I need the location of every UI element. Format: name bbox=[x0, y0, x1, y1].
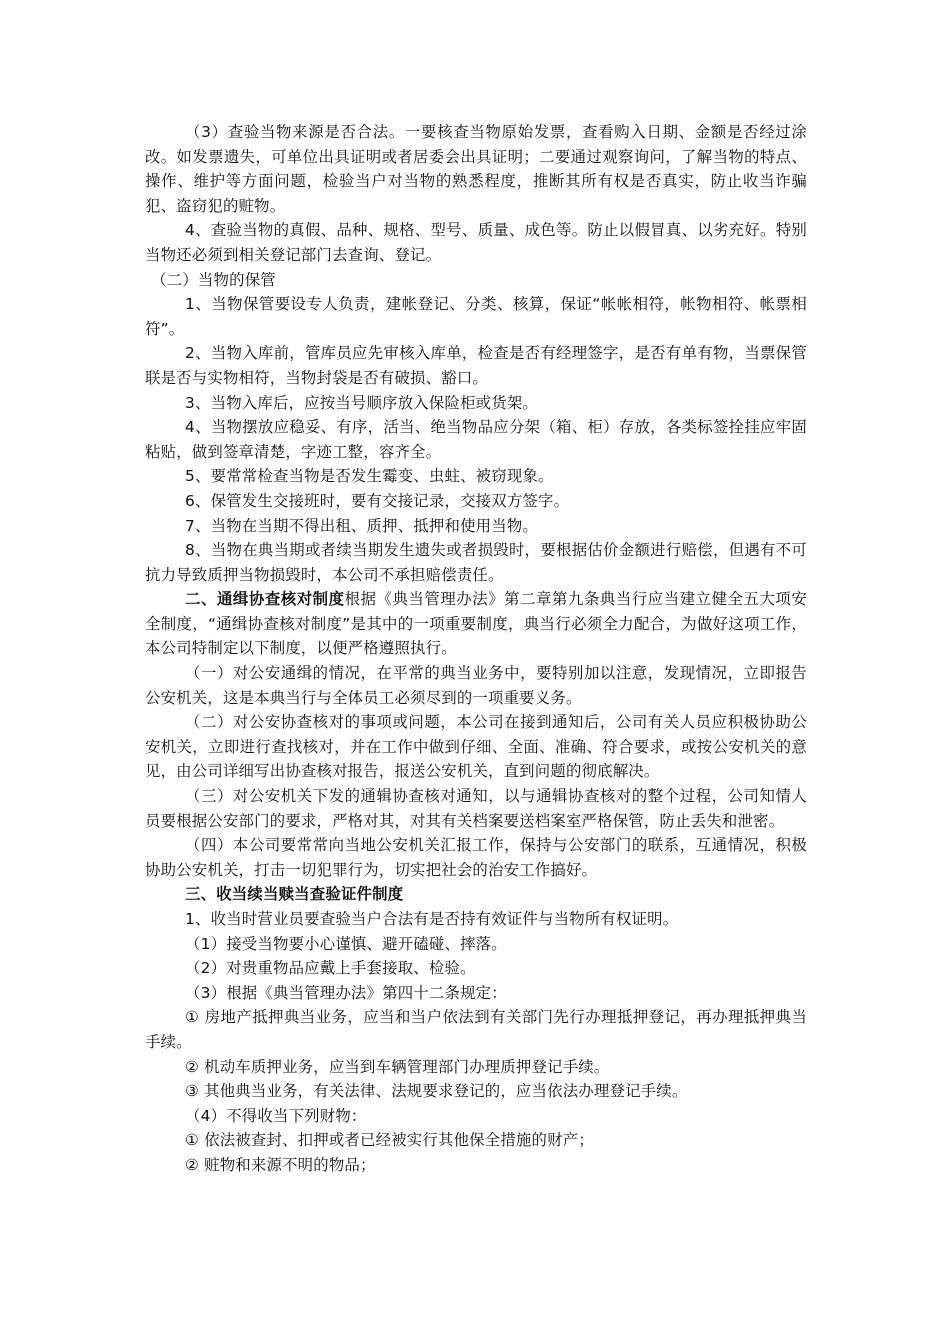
paragraph: 4、查验当物的真假、品种、规格、型号、质量、成色等。防止以假冒真、以劣充好。特别当物还必须到相关登记部门去查询、登记。 bbox=[145, 221, 807, 264]
section-title: 二、通缉协查核对制度 bbox=[185, 590, 345, 609]
section-title: 三、收当续当赎当查验证件制度 bbox=[185, 885, 404, 904]
section-paragraph bbox=[145, 882, 807, 907]
paragraph: 4、当物摆放应稳妥、有序，活当、绝当物品应分架（箱、柜）存放，各类标签拴挂应牢固粘贴，做到签章清楚，字迹工整，容齐全。 bbox=[145, 418, 807, 461]
paragraph: 2、当物入库前，管库员应先审核入库单，检查是否有经理签字，是否有单有物，当票保管联是否与实物相符，当物封袋是否有破损、豁口。 bbox=[145, 344, 807, 387]
paragraph: ② 赃物和来源不明的物品； bbox=[185, 1155, 376, 1174]
section-paragraph: 二、通缉协查核对制度根据《典当管理办法》第二章第九条典当行应当建立健全五大项安全制度，“通缉协查核对制度”是其中的一项重要制度，典当行必须全力配合，为做好这项工作，本公司特制定以下制度，以便严格遵照执行。 bbox=[145, 590, 807, 658]
paragraph: ③ 其他典当业务，有关法律、法规要求登记的，应当依法办理登记手续。 bbox=[185, 1082, 688, 1101]
paragraph: （3）查验当物来源是否合法。一要核查当物原始发票，查看购入日期、金额是否经过涂改。如发票遗失，可单位出具证明或者居委会出具证明；二要通过观察询问，了解当物的特点、操作、维护等方面问题，检验当户对当物的熟悉程度，推断其所有权是否真实，防止收当诈骗犯、盗窃犯的赃物。 bbox=[145, 123, 807, 215]
paragraph: （二）对公安协查核对的事项或问题，本公司在接到通知后，公司有关人员应积极协助公安机关，立即进行查找核对，并在工作中做到仔细、全面、准确、符合要求，或按公安机关的意见，由公司详细写出协查核对报告，报送公安机关，直到问题的彻底解决。 bbox=[145, 713, 807, 781]
paragraph: 1、收当时营业员要查验当户合法有是否持有效证件与当物所有权证明。 bbox=[185, 910, 679, 928]
paragraph: 5、要常常检查当物是否发生霉变、虫蛀、被窃现象。 bbox=[185, 467, 554, 486]
paragraph: 8、当物在典当期或者续当期发生遗失或者损毁时，要根据估价金额进行赔偿，但遇有不可抗力导致质押当物损毁时，本公司不承担赔偿责任。 bbox=[145, 541, 807, 584]
document-body bbox=[145, 120, 807, 1178]
paragraph: 6、保管发生交接班时，要有交接记录，交接双方签字。 bbox=[185, 491, 570, 510]
paragraph: 7、当物在当期不得出租、质押、抵押和使用当物。 bbox=[185, 516, 539, 535]
paragraph: （3）根据《典当管理办法》第四十二条规定： bbox=[185, 983, 507, 1002]
section-heading: （二）当物的保管 bbox=[151, 270, 276, 289]
paragraph: （三）对公安机关下发的通辑协查核对通知，以与通辑协查核对的整个过程，公司知情人员要根据公安部门的要求，严格对其，对其有关档案要送档案室严格保管，防止丢失和泄密。 bbox=[145, 787, 807, 830]
paragraph: （4）不得收当下列财物： bbox=[185, 1106, 367, 1125]
paragraph: （1）接受当物要小心谨慎、避开磕碰、摔落。 bbox=[185, 934, 507, 953]
paragraph: ② 机动车质押业务，应当到车辆管理部门办理质押登记手续。 bbox=[185, 1057, 610, 1076]
paragraph: 1、当物保管要设专人负责，建帐登记、分类、核算，保证“帐帐相符，帐物相符、帐票相符”。 bbox=[145, 295, 807, 338]
paragraph: （一）对公安通缉的情况，在平常的典当业务中，要特别加以注意，发现情况，立即报告公安机关，这是本典当行与全体员工必须尽到的一项重要义务。 bbox=[145, 664, 807, 707]
paragraph: （2）对贵重物品应戴上手套接取、检验。 bbox=[185, 959, 476, 978]
paragraph: （四）本公司要常常向当地公安机关汇报工作，保持与公安部门的联系，互通情况，积极协助公安机关，打击一切犯罪行为，切实把社会的治安工作搞好。 bbox=[145, 836, 807, 879]
paragraph: ① 依法被查封、扣押或者已经被实行其他保全措施的财产； bbox=[185, 1131, 594, 1150]
paragraph: ① 房地产抵押典当业务，应当和当户依法到有关部门先行办理抵押登记，再办理抵押典当手续。 bbox=[145, 1008, 807, 1051]
paragraph: 3、当物入库后，应按当号顺序放入保险柜或货架。 bbox=[185, 393, 539, 412]
